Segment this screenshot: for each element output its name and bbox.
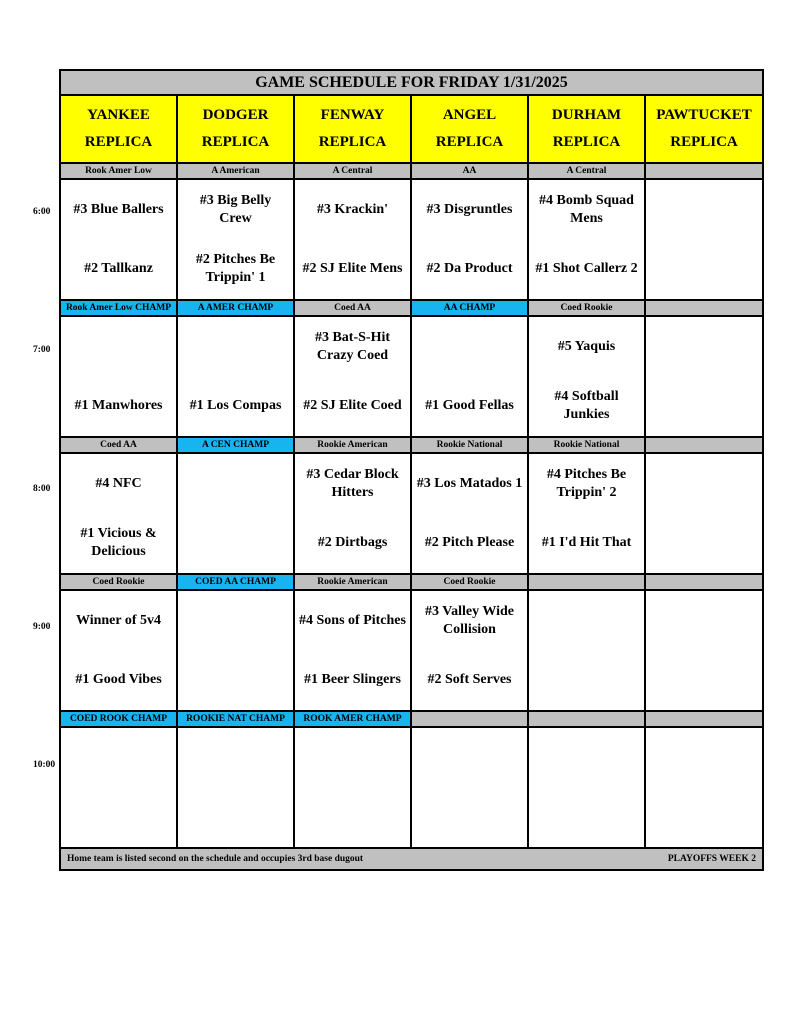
division-label: Coed AA	[294, 300, 411, 316]
game-cell	[60, 179, 177, 300]
division-label: Coed Rookie	[411, 574, 528, 590]
footer-cell	[60, 848, 763, 870]
game-cell	[60, 727, 177, 848]
game-cell	[294, 179, 411, 300]
home-team: #2 SJ Elite Coed	[303, 398, 402, 414]
field-header-dodger	[177, 95, 294, 163]
championship-label: COED ROOK CHAMP	[60, 711, 177, 727]
field-name: DURHAM	[551, 107, 622, 123]
footer-week: PLAYOFFS WEEK 2	[667, 854, 756, 864]
game-cell	[411, 179, 528, 300]
away-team: Winner of 5v4	[75, 612, 162, 628]
away-team	[529, 591, 644, 651]
division-label	[528, 711, 645, 727]
home-team	[295, 788, 410, 848]
home-team	[646, 788, 762, 848]
game-cell	[411, 590, 528, 711]
division-label: Rook Amer Low	[60, 163, 177, 179]
game-cell	[60, 453, 177, 574]
championship-label: COED AA CHAMP	[177, 574, 294, 590]
division-label	[645, 437, 763, 453]
away-team	[646, 454, 762, 514]
field-header-row	[60, 95, 763, 163]
home-team	[646, 377, 762, 437]
away-team: #3 Los Matados 1	[416, 475, 523, 491]
game-cell	[60, 590, 177, 711]
home-team	[178, 651, 293, 711]
division-label: Rookie National	[528, 437, 645, 453]
time-slot-row	[60, 179, 763, 300]
field-header-pawtucket	[645, 95, 763, 163]
away-team	[178, 317, 293, 377]
footer-row	[60, 848, 763, 870]
away-team: #3 Valley Wide Collision	[425, 603, 514, 637]
game-cell	[645, 727, 763, 848]
home-team: #1 Shot Callerz 2	[535, 261, 638, 277]
away-team: #3 Krackin'	[316, 201, 389, 217]
time-label: 9:00	[33, 622, 51, 632]
game-cell	[294, 316, 411, 437]
away-team: #3 Disgruntles	[426, 201, 513, 217]
away-team: #4 NFC	[95, 475, 142, 491]
field-name: DODGER	[202, 107, 269, 123]
away-team: #4 Sons of Pitches	[299, 612, 406, 628]
away-team: #3 Cedar Block Hitters	[306, 466, 399, 500]
home-team	[646, 240, 762, 300]
schedule-table	[59, 69, 764, 871]
division-label: A Central	[528, 163, 645, 179]
division-label: Rookie American	[294, 574, 411, 590]
game-cell	[60, 316, 177, 437]
home-team: #2 SJ Elite Mens	[302, 261, 403, 277]
game-cell	[645, 316, 763, 437]
away-team	[412, 317, 527, 377]
field-subtitle: REPLICA	[435, 134, 504, 150]
game-cell	[645, 453, 763, 574]
away-team	[646, 591, 762, 651]
away-team: #3 Bat-S-Hit Crazy Coed	[314, 329, 391, 363]
time-slot-row	[60, 727, 763, 848]
championship-label: AA CHAMP	[411, 300, 528, 316]
field-subtitle: REPLICA	[201, 134, 270, 150]
home-team: #1 Good Fellas	[425, 398, 514, 414]
home-team: #2 Pitches Be Trippin' 1	[195, 252, 276, 286]
home-team: #4 Softball Junkies	[554, 389, 619, 423]
home-team	[646, 651, 762, 711]
away-team	[178, 454, 293, 514]
away-team	[646, 180, 762, 240]
time-slot-row	[60, 316, 763, 437]
game-cell	[294, 590, 411, 711]
home-team: #1 Beer Slingers	[304, 672, 401, 688]
division-label	[645, 300, 763, 316]
field-subtitle: REPLICA	[670, 134, 738, 150]
home-team	[412, 788, 527, 848]
away-team	[295, 728, 410, 788]
schedule-title: GAME SCHEDULE FOR FRIDAY 1/31/2025	[60, 70, 763, 95]
division-row	[60, 437, 763, 453]
home-team: #2 Dirtbags	[317, 535, 388, 551]
field-header-durham	[528, 95, 645, 163]
field-name: PAWTUCKET	[656, 107, 752, 123]
home-team: #1 Los Compas	[189, 398, 282, 414]
game-cell	[645, 179, 763, 300]
field-header-fenway	[294, 95, 411, 163]
division-row	[60, 711, 763, 727]
division-label	[645, 711, 763, 727]
time-slot-row	[60, 590, 763, 711]
division-label: Coed AA	[60, 437, 177, 453]
game-cell	[528, 179, 645, 300]
home-team	[529, 651, 644, 711]
game-cell	[294, 453, 411, 574]
home-team: #1 Manwhores	[74, 398, 163, 414]
championship-label: ROOKIE NAT CHAMP	[177, 711, 294, 727]
away-team: #5 Yaquis	[557, 338, 616, 354]
time-label: 7:00	[33, 345, 51, 355]
game-cell	[528, 727, 645, 848]
division-label: Rookie American	[294, 437, 411, 453]
time-slot-row	[60, 453, 763, 574]
division-row	[60, 300, 763, 316]
away-team: #3 Blue Ballers	[73, 201, 164, 217]
home-team: #2 Soft Serves	[427, 672, 512, 688]
home-team: #2 Pitch Please	[424, 535, 515, 551]
championship-label: Rook Amer Low CHAMP	[60, 300, 177, 316]
field-name: FENWAY	[320, 107, 385, 123]
division-label	[645, 574, 763, 590]
game-cell	[528, 453, 645, 574]
field-subtitle: REPLICA	[318, 134, 387, 150]
division-label: Coed Rookie	[528, 300, 645, 316]
game-cell	[177, 727, 294, 848]
away-team	[412, 728, 527, 788]
championship-label: A AMER CHAMP	[177, 300, 294, 316]
championship-label: ROOK AMER CHAMP	[294, 711, 411, 727]
game-cell	[528, 590, 645, 711]
game-cell	[177, 453, 294, 574]
away-team: #4 Bomb Squad Mens	[539, 192, 634, 226]
home-team	[646, 514, 762, 574]
division-label: Coed Rookie	[60, 574, 177, 590]
field-name: ANGEL	[442, 107, 497, 123]
field-header-yankee	[60, 95, 177, 163]
away-team	[61, 317, 176, 377]
division-label: A Central	[294, 163, 411, 179]
game-cell	[411, 727, 528, 848]
footer-note: Home team is listed second on the schedule and occupies 3rd base dugout	[67, 854, 364, 864]
home-team	[529, 788, 644, 848]
game-cell	[528, 316, 645, 437]
home-team: #1 I'd Hit That	[541, 535, 632, 551]
division-label	[528, 574, 645, 590]
away-team	[178, 591, 293, 651]
game-cell	[177, 590, 294, 711]
away-team	[529, 728, 644, 788]
time-label: 8:00	[33, 484, 51, 494]
away-team: #3 Big Belly Crew	[199, 192, 272, 226]
game-cell	[645, 590, 763, 711]
championship-label: A CEN CHAMP	[177, 437, 294, 453]
field-name: YANKEE	[87, 107, 150, 123]
division-row	[60, 574, 763, 590]
time-label: 6:00	[33, 207, 51, 217]
home-team	[178, 788, 293, 848]
away-team: #4 Pitches Be Trippin' 2	[546, 466, 627, 500]
away-team	[646, 317, 762, 377]
home-team	[61, 788, 176, 848]
game-cell	[177, 179, 294, 300]
game-cell	[177, 316, 294, 437]
division-label: AA	[411, 163, 528, 179]
home-team	[178, 514, 293, 574]
away-team	[61, 728, 176, 788]
game-cell	[294, 727, 411, 848]
field-subtitle: REPLICA	[552, 134, 621, 150]
home-team: #2 Da Product	[426, 261, 513, 277]
division-row	[60, 163, 763, 179]
time-label: 10:00	[33, 760, 56, 770]
away-team	[646, 728, 762, 788]
division-label: Rookie National	[411, 437, 528, 453]
game-cell	[411, 453, 528, 574]
division-label	[411, 711, 528, 727]
field-header-angel	[411, 95, 528, 163]
home-team: #1 Vicious & Delicious	[80, 526, 157, 560]
game-cell	[411, 316, 528, 437]
home-team: #1 Good Vibes	[75, 672, 162, 688]
home-team: #2 Tallkanz	[84, 261, 153, 277]
away-team	[178, 728, 293, 788]
title-row	[60, 70, 763, 95]
field-subtitle: REPLICA	[84, 134, 153, 150]
division-label	[645, 163, 763, 179]
division-label: A American	[177, 163, 294, 179]
